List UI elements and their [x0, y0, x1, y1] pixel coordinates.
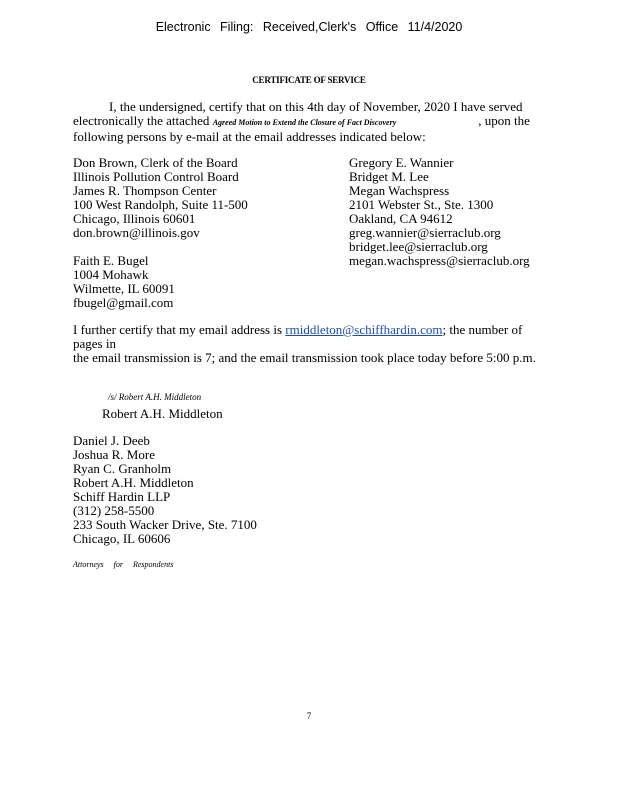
signature-line: /s/ Robert A.H. Middleton — [108, 392, 202, 402]
recipient-block-clerk — [73, 156, 248, 240]
recipient-line: Oakland, CA 94612 — [349, 211, 453, 226]
certificate-title: CERTIFICATE OF SERVICE — [252, 75, 366, 85]
counsel-line: Joshua R. More — [73, 447, 155, 462]
document-name: Agreed Motion to Extend the Closure of Fact Discovery — [212, 118, 397, 127]
page-number: 7 — [306, 711, 312, 721]
recipient-line: Illinois Pollution Control Board — [73, 169, 239, 184]
attorneys-for-label: Attorneys for Respondents — [73, 560, 174, 569]
recipient-line: Faith E. Bugel — [73, 253, 149, 268]
recipient-line: Bridget M. Lee — [349, 169, 429, 184]
recipient-email: greg.wannier@sierraclub.org — [349, 225, 501, 240]
recipient-email: fbugel@gmail.com — [73, 295, 174, 310]
recipient-line: 1004 Mohawk — [73, 267, 149, 282]
certification-line-1: I, the undersigned, certify that on this 4th day of November, 2020 I have served — [109, 99, 523, 114]
recipient-line: Gregory E. Wannier — [349, 155, 454, 170]
counsel-line: (312) 258-5500 — [73, 503, 155, 518]
counsel-line: Schiff Hardin LLP — [73, 489, 171, 504]
email-certification-paragraph — [73, 323, 553, 365]
certification-line-2-end: , upon the — [478, 113, 530, 128]
recipient-line: James R. Thompson Center — [73, 183, 217, 198]
email-certification-line-1 — [73, 323, 553, 351]
recipient-line: Don Brown, Clerk of the Board — [73, 155, 238, 170]
signer-name: Robert A.H. Middleton — [102, 406, 223, 421]
counsel-line: 233 South Wacker Drive, Ste. 7100 — [73, 517, 257, 532]
recipient-email: megan.wachspress@sierraclub.org — [349, 253, 530, 268]
recipient-line: 2101 Webster St., Ste. 1300 — [349, 197, 494, 212]
sender-email-link[interactable]: rmiddleton@schiffhardin.com — [285, 322, 443, 337]
recipient-line: Megan Wachspress — [349, 183, 450, 198]
counsel-block — [73, 434, 257, 546]
counsel-line: Daniel J. Deeb — [73, 433, 150, 448]
counsel-line: Robert A.H. Middleton — [73, 475, 194, 490]
filing-stamp-header: Electronic Filing: Received,Clerk's Office 11/4/2020 — [155, 20, 463, 34]
counsel-line: Chicago, IL 60606 — [73, 531, 171, 546]
email-certification-mid: ; the number of pages in — [73, 322, 523, 351]
recipient-line: Chicago, Illinois 60601 — [73, 211, 196, 226]
certification-line-3: following persons by e-mail at the email addresses indicated below: — [73, 129, 426, 144]
recipient-block-sierra-club — [349, 156, 530, 268]
certification-line-2 — [73, 114, 553, 130]
recipient-line: 100 West Randolph, Suite 11-500 — [73, 197, 248, 212]
certification-line-2-start: electronically the attached — [73, 113, 210, 128]
recipient-email: bridget.lee@sierraclub.org — [349, 239, 488, 254]
email-certification-line-2: the email transmission is 7; and the email transmission took place today before 5:00 p.m. — [73, 350, 536, 365]
recipient-email: don.brown@illinois.gov — [73, 225, 200, 240]
counsel-line: Ryan C. Granholm — [73, 461, 172, 476]
recipient-block-bugel — [73, 254, 175, 310]
recipient-line: Wilmette, IL 60091 — [73, 281, 175, 296]
certification-paragraph — [73, 100, 553, 144]
email-certification-start: I further certify that my email address is — [73, 322, 286, 337]
